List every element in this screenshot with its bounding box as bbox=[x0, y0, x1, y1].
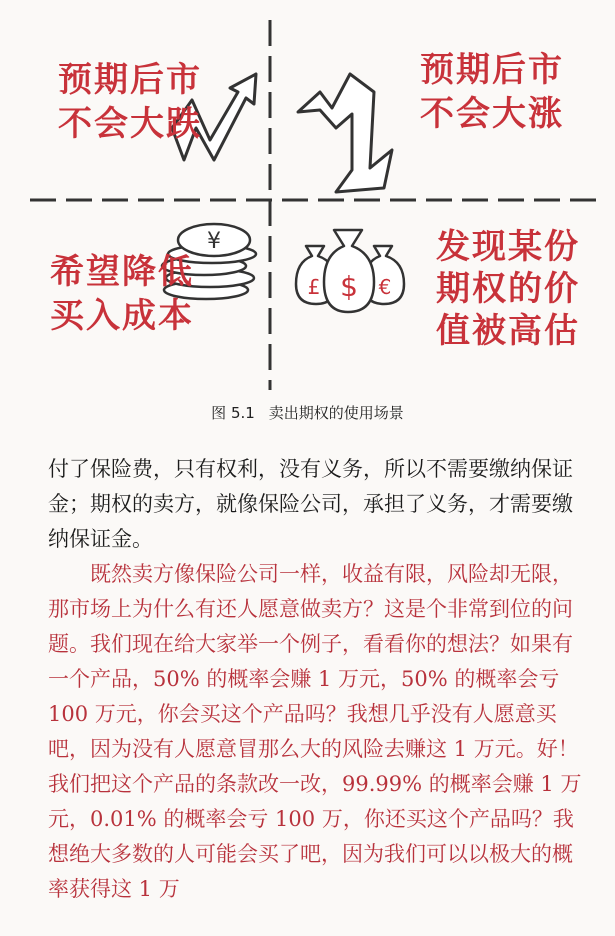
body-text bbox=[48, 452, 588, 907]
quadrant-br-line2: 期权的价 bbox=[436, 269, 580, 309]
figure-number: 图 5.1 bbox=[211, 404, 255, 422]
quadrant-br-label bbox=[436, 226, 580, 352]
pound-symbol: £ bbox=[307, 275, 321, 299]
paragraph-2: 既然卖方像保险公司一样，收益有限，风险却无限，那市场上为什么有还人愿意做卖方？这是个非常到位的问题。我们现在给大家举一个例子，看看你的想法？如果有一个产品，50% 的概率会赚 1 万元，50% 的概率会亏 100 万元，你会买这个产品吗？我想几乎没有人愿意买吧，因为没有人愿意冒那么大的风险去赚这 1 万元。好！我们把这个产品的条款改一改，99.99% 的概率会赚 1 万元，0.01% 的概率会亏 100 万，你还买这个产品吗？我想绝大多数的人可能会买了吧，因为我们可以以极大的概率获得这 1 万 bbox=[48, 562, 582, 901]
figure-scenarios bbox=[0, 0, 615, 400]
coin-symbol: ¥ bbox=[207, 229, 221, 254]
dollar-symbol: $ bbox=[340, 270, 358, 303]
quadrant-tr-label bbox=[420, 48, 564, 136]
quadrant-bl-line2: 买入成本 bbox=[50, 296, 194, 336]
quadrant-bl-line1: 希望降低 bbox=[50, 252, 194, 292]
quadrant-tr-line2: 不会大涨 bbox=[420, 94, 564, 134]
quadrant-br-line3: 值被高估 bbox=[436, 311, 580, 351]
money-bags-icon bbox=[296, 230, 404, 312]
paragraph-1: 付了保险费，只有权利，没有义务，所以不需要缴纳保证金；期权的卖方，就像保险公司，承担了义务，才需要缴纳保证金。 bbox=[48, 457, 573, 551]
quadrant-br-line1: 发现某份 bbox=[436, 227, 580, 267]
quadrant-tr-line1: 预期后市 bbox=[420, 50, 564, 90]
figure-title: 卖出期权的使用场景 bbox=[268, 404, 404, 422]
quadrant-bl-label bbox=[50, 250, 194, 338]
quadrant-tl-line2: 不会大跌 bbox=[58, 104, 202, 144]
quadrant-tl-label bbox=[58, 58, 202, 146]
zigzag-down-arrow-icon bbox=[298, 74, 392, 192]
euro-symbol: € bbox=[378, 275, 392, 299]
quadrant-tl-line1: 预期后市 bbox=[58, 60, 202, 100]
figure-caption bbox=[0, 402, 615, 423]
